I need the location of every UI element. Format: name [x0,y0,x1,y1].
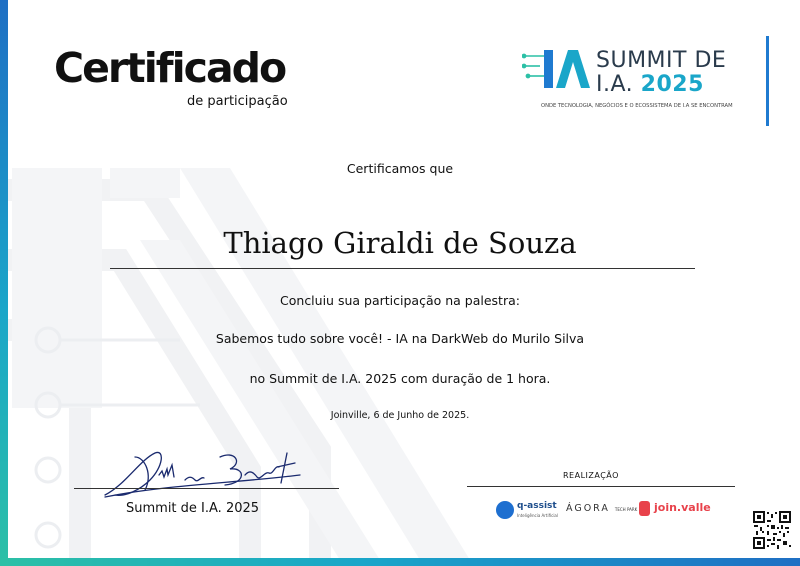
certificate-subtitle: de participação [187,94,288,109]
agora-logo [566,503,637,514]
certificate-title: Certificado [54,44,286,92]
agora-name: ÁGORA [566,503,610,514]
joinvalle-icon [639,501,650,516]
summit-logo-icon [522,48,592,92]
participant-name: Thiago Giraldi de Souza [223,226,577,260]
handwritten-signature [95,445,305,505]
summit-logo-year: 2025 [640,72,704,97]
signature-label: Summit de I.A. 2025 [126,501,260,516]
realization-label: REALIZAÇÃO [563,471,619,480]
qassist-icon [496,501,514,519]
partner-logos [496,497,716,523]
qassist-sub: Inteligência Artificial [517,513,558,518]
summit-logo [522,48,752,118]
qassist-logo [496,499,558,523]
event-duration-text: no Summit de I.A. 2025 com duração de 1 hora. [249,371,551,386]
qr-code[interactable] [752,510,792,550]
summit-logo-line2-prefix: I.A. [596,72,641,97]
summit-logo-line2 [596,72,704,97]
realization-line [467,486,735,487]
left-gradient-edge [0,0,8,566]
talk-title: Sabemos tudo sobre você! - IA na DarkWeb do Murilo Silva [215,331,585,346]
signature-line [74,488,339,489]
joinvalle-name: join.valle [654,501,711,514]
logo-accent-bar [766,36,769,126]
bottom-gradient-edge [0,558,800,566]
summit-logo-tagline: ONDE TECNOLOGIA, NEGÓCIOS E O ECOSSISTEMA DE I.A SE ENCONTRAM [541,103,733,109]
summit-logo-line1: SUMMIT DE [596,48,727,73]
qassist-name: q-assist [517,501,557,511]
joinvalle-logo [639,499,719,519]
participation-text: Concluiu sua participação na palestra: [280,293,520,308]
certify-lead-text: Certificamos que [346,161,454,176]
issue-date: Joinville, 6 de Junho de 2025. [330,410,470,421]
name-underline [110,268,695,269]
agora-sub: TECH PARK [614,507,638,512]
